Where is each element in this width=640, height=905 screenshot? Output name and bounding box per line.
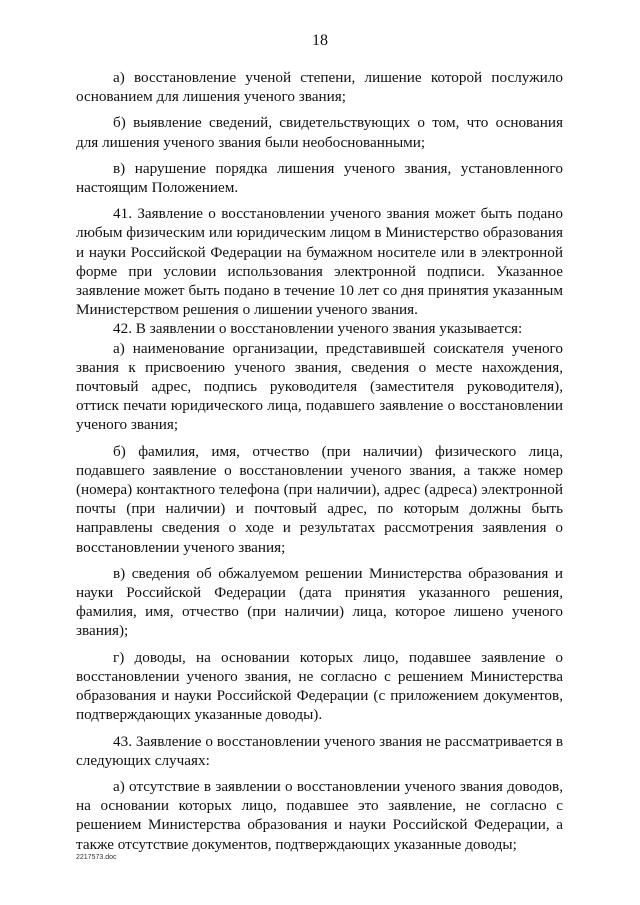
paragraph-item-b-new-evidence: б) выявление сведений, свидетельствующих о том, что основания для лишения ученого звания были необоснованными; — [76, 114, 563, 151]
paragraph-clause-41: 41. Заявление о восстановлении ученого звания может быть подано любым физическим или юридическим лицом в Министерство образования и науки Российской Федерации на бумажном носителе или в электронной форме при условии использования электронной подписи. Указанное заявление может быть подано в течение 10 лет со дня принятия указанным Министерством решения о лишении ученого звания. — [76, 205, 563, 319]
document-file-code: 2217573.doc — [76, 854, 117, 861]
document-body — [76, 68, 563, 854]
paragraph-clause-42-a: а) наименование организации, представившей соискателя ученого звания к присвоению ученого звания, сведения о месте нахождения, почтовый адрес, подпись руководителя (заместителя руководителя), оттиск печати юридического лица, подавшего заявление о восстановлении ученого звания; — [76, 339, 563, 434]
paragraph-clause-43-a: а) отсутствие в заявлении о восстановлении ученого звания доводов, на основании которых лицо, подавшее это заявление, не согласно с решением Министерства образования и науки Российской Федерации, а также отсутствие документов, подтверждающих указанные доводы; — [76, 777, 563, 853]
page-number: 18 — [312, 32, 328, 49]
paragraph-clause-43-intro: 43. Заявление о восстановлении ученого звания не рассматривается в следующих случаях: — [76, 732, 563, 769]
paragraph-clause-42-b: б) фамилия, имя, отчество (при наличии) физического лица, подавшего заявление о восстановлении ученого звания, а также номер (номера) контактного телефона (при наличии), адрес (адреса) электронной почты (при наличии) и почтовый адрес, по которым должны быть направлены сведения о ходе и результатах рассмотрения заявления о восстановлении ученого звания; — [76, 442, 563, 556]
paragraph-item-v-procedure-violation: в) нарушение порядка лишения ученого звания, установленного настоящим Положением. — [76, 159, 563, 197]
paragraph-clause-42-v: в) сведения об обжалуемом решении Министерства образования и науки Российской Федерации (дата принятия указанного решения, фамилия, имя, отчество (при наличии) лица, которое лишено ученого звания); — [76, 564, 563, 640]
paragraph-item-a-restoration-degree: а) восстановление ученой степени, лишение которой послужило основанием для лишения ученого звания; — [76, 69, 563, 106]
paragraph-clause-42-intro: 42. В заявлении о восстановлении ученого звания указывается: — [113, 320, 523, 338]
paragraph-clause-42-g: г) доводы, на основании которых лицо, подавшее заявление о восстановлении ученого звания, не согласно с решением Министерства образования и науки Российской Федерации (с приложением документов, подтверждающих указанные доводы). — [76, 648, 563, 724]
